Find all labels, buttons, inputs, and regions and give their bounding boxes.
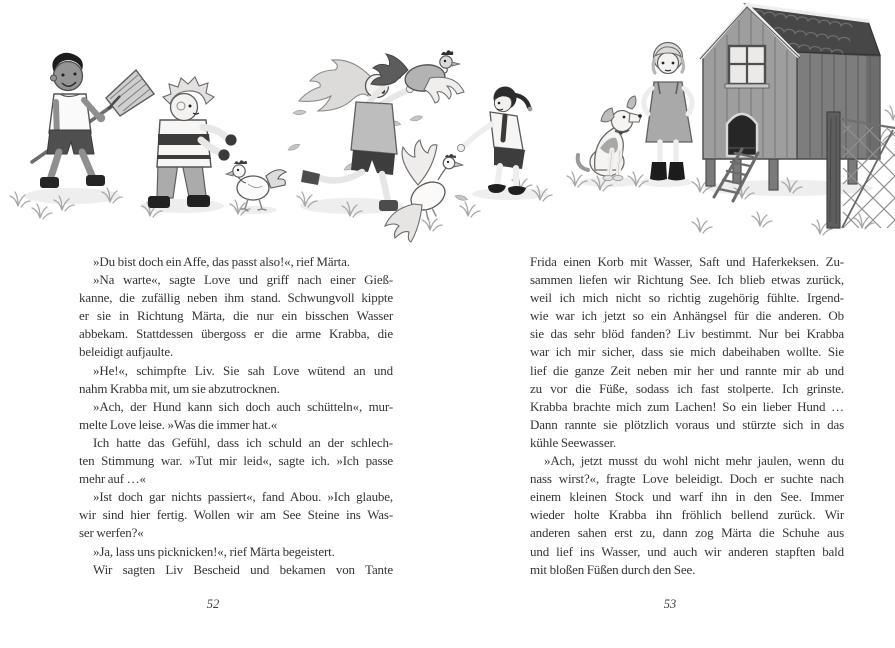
running-girl [299, 60, 414, 211]
text-line: Krabba brachte mich zum Lachen! So ein lieber Hund … [530, 398, 844, 414]
text-line: »Na warte«, sagte Love und griff nach einer Gieß- [93, 272, 393, 288]
text-line: sammen liefen wir Richtung See. Ich blieb etwas zurück, [530, 272, 844, 288]
text-line: abbekam. Stattdessen übergoss er die arme Krabba, die [79, 326, 393, 342]
text-line: »Ach, der Hund kann sich doch auch schütteln«, mur- [93, 398, 393, 414]
text-line: ten Stimmung war. »Tut mir leid«, sagte ich. »Ich passe [79, 453, 393, 469]
text-line: Ich hatte das Gefühl, dass ich schuld an der schlech- [93, 434, 393, 450]
text-line: einem kleinen Stock und warf ihn in den See. Immer [530, 489, 844, 505]
right-page-text [530, 253, 844, 579]
text-line: ser werfen?« [79, 525, 144, 541]
text-line: war ich mir sicher, dass sie mich dabeihaben wollte. Sie [530, 344, 844, 360]
text-line: beleidigt aufjaulte. [79, 344, 174, 360]
text-line: Frida einen Korb mit Wasser, Saft und Haferkeksen. Zu- [530, 254, 844, 269]
text-line: anderen sahen erst zu, dann zog Märta die Schuhe aus [530, 525, 844, 541]
text-line: lief die ganze Zeit neben mir her und rannte mir ab und [530, 362, 844, 378]
dog [578, 96, 642, 181]
text-line: weil ich mich nicht so richtig zugehörig fühlte. Irgend- [530, 290, 844, 306]
coop-window [725, 46, 769, 88]
text-line: wir sind hier fertig. Wollen wir am See Steine ins Was- [79, 507, 393, 523]
text-line: nahm Krabba mit, um sie abzutrocknen. [79, 380, 280, 396]
text-line: »Ja, lass uns picknicken!«, rief Märta begeistert. [93, 543, 335, 559]
text-line: Wir sagten Liv Bescheid und bekamen von Tante [93, 561, 393, 577]
page-number-right: 53 [663, 597, 677, 611]
text-line: mit bloßen Füßen durch den See. [530, 561, 696, 577]
text-line: er sie in Richtung Märta, die nur ein bisschen Wasser [79, 308, 393, 324]
text-line: und lief ins Wasser, und auch wir anderen stapften bald [530, 543, 844, 559]
text-line: wie war ich jetzt so ein Anhängsel für die anderen. Ob [530, 308, 844, 324]
text-line: kanne, die zufällig neben ihm stand. Schwungvoll kippte [79, 290, 393, 306]
text-line: mehr auf …« [79, 471, 146, 487]
text-line: nass wirst?«, fragte Love beleidigt. Doch er suchte nach [530, 471, 844, 487]
standing-girl [644, 43, 692, 181]
left-page-text [79, 253, 393, 579]
flapping-hen [385, 140, 463, 242]
farmyard-illustration [0, 0, 895, 245]
ground-shadows [24, 177, 873, 214]
text-line: Dann rannte sie plötzlich voraus und stürzte sich in das [530, 416, 844, 432]
boy-with-broom [32, 53, 154, 188]
text-line: wieder holte Krabba ihn fröhlich bellend zurück. Wir [530, 507, 844, 523]
child-with-mittens [148, 77, 237, 208]
crouching-girl [457, 87, 532, 196]
standing-chicken [226, 160, 286, 211]
text-line: melte Love leise. »Was die immer hat.« [79, 416, 278, 432]
text-line: sie das sehr blöd fanden? Liv bestimmt. Nur bei Krabba [530, 326, 844, 342]
text-line: »Du bist doch ein Affe, das passt also!«, rief Märta. [93, 254, 350, 269]
page-number-left: 52 [206, 597, 220, 611]
text-line: »Ach, jetzt musst du wohl nicht mehr jaulen, wenn du [544, 453, 844, 469]
text-line: kühle Seewasser. [530, 434, 617, 450]
text-line: »Ist doch gar nichts passiert«, fand Abou. »Ich glaube, [93, 489, 393, 505]
text-line: »He!«, schimpfte Liv. Sie sah Love wütend an und [93, 362, 393, 378]
text-line: zu vor die Füße, sodass ich fast stolperte. Ich grinste. [530, 380, 844, 396]
chicken-coop [700, 4, 880, 201]
